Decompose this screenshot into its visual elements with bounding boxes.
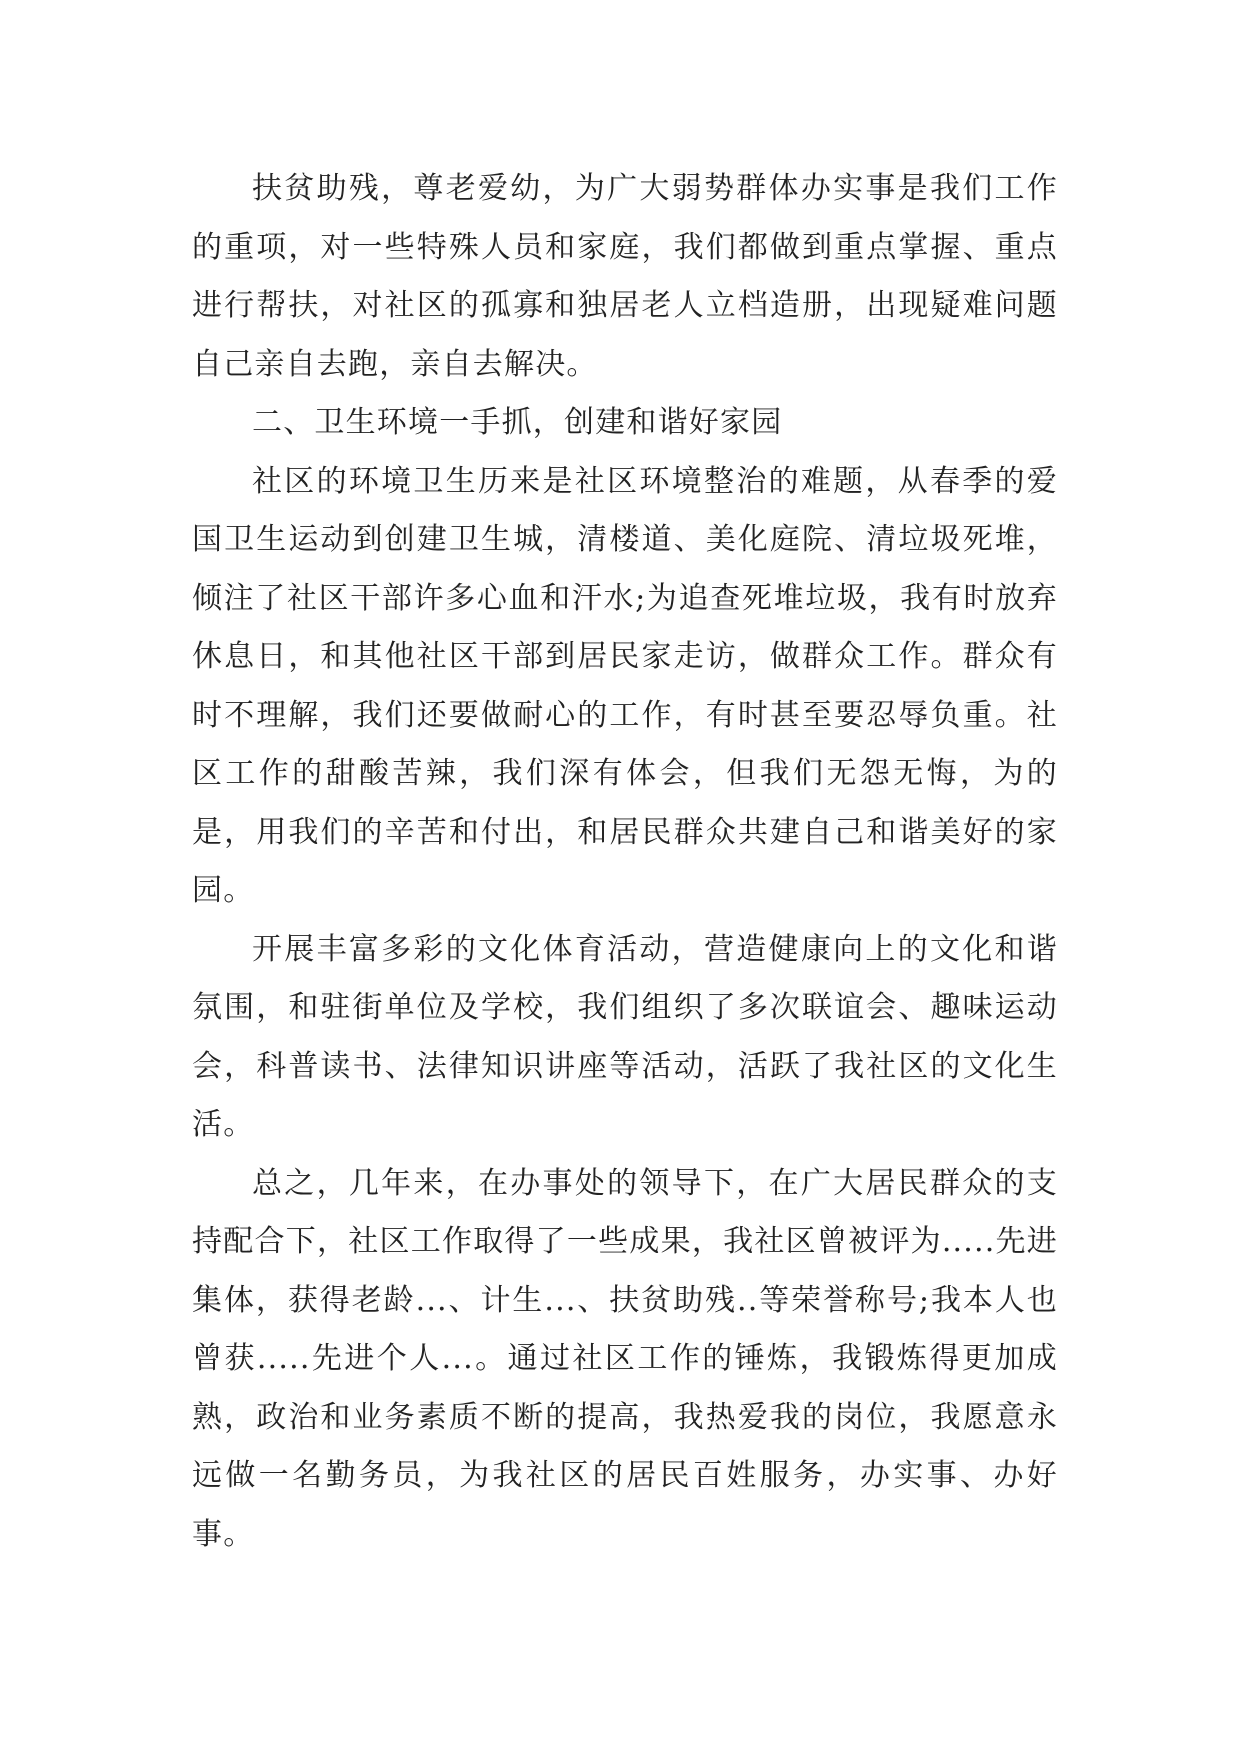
paragraph-summary: 总之，几年来，在办事处的领导下，在广大居民群众的支持配合下，社区工作取得了一些成果，我社区曾被评为.....先进集体，获得老龄...、计生...、扶贫助残..等荣誉称号;我本人也曾获.....先进个人...。通过社区工作的锤炼，我锻炼得更加成熟，政治和业务素质不断的提高，我热爱我的岗位，我愿意永远做一名勤务员，为我社区的居民百姓服务，办实事、办好事。 [192,1165,1058,1552]
section-heading-sanitation: 二、卫生环境一手抓，创建和谐好家园 [252,405,783,440]
paragraph-culture-activities: 开展丰富多彩的文化体育活动，营造健康向上的文化和谐氛围，和驻街单位及学校，我们组织了多次联谊会、趣味运动会，科普读书、法律知识讲座等活动，活跃了我社区的文化生活。 [192,931,1058,1142]
document-body [192,160,1058,1564]
paragraph-sanitation: 社区的环境卫生历来是社区环境整治的难题，从春季的爱国卫生运动到创建卫生城，清楼道、美化庭院、清垃圾死堆，倾注了社区干部许多心血和汗水;为追查死堆垃圾，我有时放弃休息日，和其他社区干部到居民家走访，做群众工作。群众有时不理解，我们还要做耐心的工作，有时甚至要忍辱负重。社区工作的甜酸苦辣，我们深有体会，但我们无怨无悔，为的是，用我们的辛苦和付出，和居民群众共建自己和谐美好的家园。 [192,463,1058,908]
paragraph-poverty-aid: 扶贫助残，尊老爱幼，为广大弱势群体办实事是我们工作的重项，对一些特殊人员和家庭，我们都做到重点掌握、重点进行帮扶，对社区的孤寡和独居老人立档造册，出现疑难问题自己亲自去跑，亲自去解决。 [192,171,1058,382]
